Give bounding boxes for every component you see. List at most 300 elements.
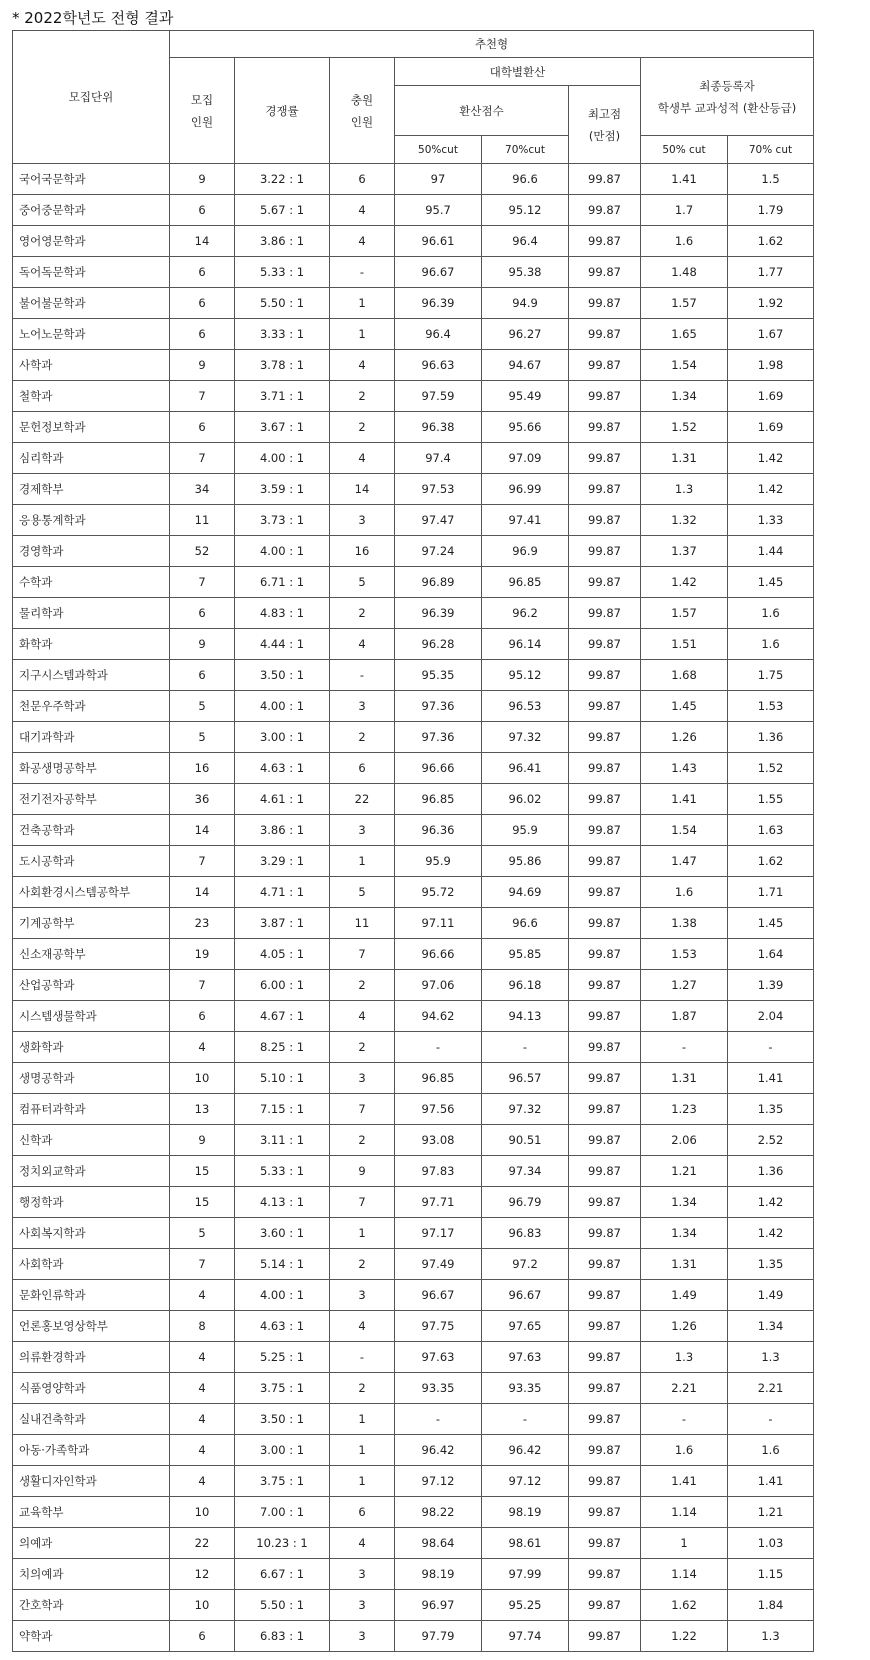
cell-unit-name: 사회복지학과 bbox=[13, 1218, 170, 1249]
cell-quota: 5 bbox=[170, 1218, 235, 1249]
cell-unit-name: 행정학과 bbox=[13, 1187, 170, 1218]
cell-quota: 7 bbox=[170, 970, 235, 1001]
cell-competition: 5.33 : 1 bbox=[235, 1156, 330, 1187]
cell-max-score: 99.87 bbox=[569, 443, 641, 474]
cell-grade-70cut: 1.36 bbox=[728, 722, 814, 753]
cell-score-50cut: 96.39 bbox=[395, 598, 482, 629]
cell-grade-70cut: 1.21 bbox=[728, 1497, 814, 1528]
cell-competition: 3.29 : 1 bbox=[235, 846, 330, 877]
header-quota bbox=[170, 58, 235, 164]
table-row bbox=[13, 784, 814, 815]
cell-competition: 3.50 : 1 bbox=[235, 660, 330, 691]
cell-added: 3 bbox=[330, 1280, 395, 1311]
cell-grade-50cut: 1.37 bbox=[641, 536, 728, 567]
cell-score-70cut: 96.6 bbox=[482, 164, 569, 195]
cell-quota: 4 bbox=[170, 1373, 235, 1404]
cell-score-70cut: 97.99 bbox=[482, 1559, 569, 1590]
table-row bbox=[13, 1497, 814, 1528]
table-row bbox=[13, 505, 814, 536]
cell-unit-name: 생활디자인학과 bbox=[13, 1466, 170, 1497]
cell-added: 2 bbox=[330, 1032, 395, 1063]
cell-grade-70cut: 1.3 bbox=[728, 1342, 814, 1373]
cell-competition: 3.60 : 1 bbox=[235, 1218, 330, 1249]
cell-score-70cut: 96.6 bbox=[482, 908, 569, 939]
cell-score-50cut: 97.24 bbox=[395, 536, 482, 567]
table-row bbox=[13, 1559, 814, 1590]
cell-unit-name: 도시공학과 bbox=[13, 846, 170, 877]
cell-max-score: 99.87 bbox=[569, 505, 641, 536]
cell-unit-name: 사학과 bbox=[13, 350, 170, 381]
table-row bbox=[13, 939, 814, 970]
cell-grade-50cut: 1.38 bbox=[641, 908, 728, 939]
cell-score-50cut: 97.75 bbox=[395, 1311, 482, 1342]
cell-max-score: 99.87 bbox=[569, 939, 641, 970]
cell-max-score: 99.87 bbox=[569, 381, 641, 412]
cell-added: 6 bbox=[330, 753, 395, 784]
cell-unit-name: 컴퓨터과학과 bbox=[13, 1094, 170, 1125]
table-row bbox=[13, 412, 814, 443]
header-competition: 경쟁률 bbox=[235, 58, 330, 164]
header-final-line1: 최종등록자 bbox=[699, 78, 755, 93]
cell-added: 16 bbox=[330, 536, 395, 567]
cell-added: 9 bbox=[330, 1156, 395, 1187]
cell-score-70cut: 97.32 bbox=[482, 1094, 569, 1125]
cell-grade-50cut: 1.26 bbox=[641, 1311, 728, 1342]
cell-score-50cut: 96.67 bbox=[395, 1280, 482, 1311]
cell-competition: 3.78 : 1 bbox=[235, 350, 330, 381]
cell-grade-50cut: 1 bbox=[641, 1528, 728, 1559]
cell-competition: 4.83 : 1 bbox=[235, 598, 330, 629]
cell-score-70cut: 96.27 bbox=[482, 319, 569, 350]
cell-grade-70cut: 1.69 bbox=[728, 412, 814, 443]
cell-score-50cut: 97.36 bbox=[395, 691, 482, 722]
cell-grade-50cut: 1.51 bbox=[641, 629, 728, 660]
cell-max-score: 99.87 bbox=[569, 288, 641, 319]
cell-quota: 6 bbox=[170, 1621, 235, 1652]
header-added-line1: 충원 bbox=[350, 92, 374, 107]
cell-grade-70cut: 1.77 bbox=[728, 257, 814, 288]
cell-grade-70cut: 1.41 bbox=[728, 1466, 814, 1497]
cell-max-score: 99.87 bbox=[569, 908, 641, 939]
cell-grade-70cut: 1.53 bbox=[728, 691, 814, 722]
table-row bbox=[13, 1342, 814, 1373]
cell-score-50cut: 95.72 bbox=[395, 877, 482, 908]
cell-grade-70cut: 1.62 bbox=[728, 846, 814, 877]
cell-quota: 9 bbox=[170, 164, 235, 195]
cell-quota: 10 bbox=[170, 1590, 235, 1621]
table-row bbox=[13, 598, 814, 629]
cell-competition: 4.63 : 1 bbox=[235, 1311, 330, 1342]
cell-competition: 3.11 : 1 bbox=[235, 1125, 330, 1156]
cell-grade-70cut: 2.52 bbox=[728, 1125, 814, 1156]
cell-score-70cut: 96.83 bbox=[482, 1218, 569, 1249]
page-title: * 2022학년도 전형 결과 bbox=[12, 9, 174, 27]
cell-max-score: 99.87 bbox=[569, 226, 641, 257]
cell-quota: 6 bbox=[170, 257, 235, 288]
cell-score-70cut: 95.38 bbox=[482, 257, 569, 288]
cell-quota: 22 bbox=[170, 1528, 235, 1559]
cell-grade-70cut: 1.52 bbox=[728, 753, 814, 784]
cell-score-50cut: 95.9 bbox=[395, 846, 482, 877]
cell-unit-name: 영어영문학과 bbox=[13, 226, 170, 257]
table-row bbox=[13, 815, 814, 846]
cell-unit-name: 문화인류학과 bbox=[13, 1280, 170, 1311]
cell-score-50cut: 96.42 bbox=[395, 1435, 482, 1466]
cell-grade-50cut: 1.26 bbox=[641, 722, 728, 753]
cell-grade-70cut: 1.62 bbox=[728, 226, 814, 257]
table-header bbox=[13, 31, 814, 164]
cell-max-score: 99.87 bbox=[569, 1187, 641, 1218]
cell-max-score: 99.87 bbox=[569, 1342, 641, 1373]
cell-competition: 5.10 : 1 bbox=[235, 1063, 330, 1094]
cell-unit-name: 대기과학과 bbox=[13, 722, 170, 753]
cell-grade-50cut: - bbox=[641, 1404, 728, 1435]
cell-quota: 7 bbox=[170, 1249, 235, 1280]
cell-unit-name: 심리학과 bbox=[13, 443, 170, 474]
cell-grade-50cut: 1.31 bbox=[641, 443, 728, 474]
header-final bbox=[641, 58, 814, 136]
header-unit: 모집단위 bbox=[13, 31, 170, 164]
cell-competition: 7.00 : 1 bbox=[235, 1497, 330, 1528]
cell-added: 2 bbox=[330, 598, 395, 629]
cell-score-50cut: 97.59 bbox=[395, 381, 482, 412]
cell-added: 2 bbox=[330, 381, 395, 412]
cell-added: - bbox=[330, 257, 395, 288]
cell-grade-50cut: 1.7 bbox=[641, 195, 728, 226]
cell-grade-50cut: 1.62 bbox=[641, 1590, 728, 1621]
cell-added: 3 bbox=[330, 1621, 395, 1652]
cell-grade-50cut: 1.6 bbox=[641, 877, 728, 908]
table-row bbox=[13, 288, 814, 319]
cell-max-score: 99.87 bbox=[569, 1528, 641, 1559]
cell-competition: 6.71 : 1 bbox=[235, 567, 330, 598]
cell-quota: 13 bbox=[170, 1094, 235, 1125]
cell-unit-name: 천문우주학과 bbox=[13, 691, 170, 722]
cell-grade-50cut: 1.23 bbox=[641, 1094, 728, 1125]
cell-score-50cut: 97.36 bbox=[395, 722, 482, 753]
cell-score-70cut: 96.41 bbox=[482, 753, 569, 784]
cell-quota: 4 bbox=[170, 1404, 235, 1435]
cell-grade-70cut: 1.44 bbox=[728, 536, 814, 567]
table-row bbox=[13, 1125, 814, 1156]
cell-quota: 4 bbox=[170, 1032, 235, 1063]
cell-grade-50cut: 1.34 bbox=[641, 381, 728, 412]
table-row bbox=[13, 443, 814, 474]
cell-score-70cut: 95.25 bbox=[482, 1590, 569, 1621]
table-row bbox=[13, 1590, 814, 1621]
cell-grade-70cut: 1.6 bbox=[728, 629, 814, 660]
cell-added: 22 bbox=[330, 784, 395, 815]
cell-score-70cut: 96.99 bbox=[482, 474, 569, 505]
cell-unit-name: 약학과 bbox=[13, 1621, 170, 1652]
cell-quota: 6 bbox=[170, 288, 235, 319]
cell-max-score: 99.87 bbox=[569, 1218, 641, 1249]
cell-max-score: 99.87 bbox=[569, 567, 641, 598]
cell-unit-name: 아동·가족학과 bbox=[13, 1435, 170, 1466]
cell-max-score: 99.87 bbox=[569, 877, 641, 908]
table-row bbox=[13, 1435, 814, 1466]
cell-max-score: 99.87 bbox=[569, 1032, 641, 1063]
cell-unit-name: 언론홍보영상학부 bbox=[13, 1311, 170, 1342]
cell-max-score: 99.87 bbox=[569, 536, 641, 567]
cell-grade-50cut: 1.57 bbox=[641, 288, 728, 319]
cell-unit-name: 신소재공학부 bbox=[13, 939, 170, 970]
cell-unit-name: 생화학과 bbox=[13, 1032, 170, 1063]
cell-added: 1 bbox=[330, 1404, 395, 1435]
cell-unit-name: 산업공학과 bbox=[13, 970, 170, 1001]
cell-added: 1 bbox=[330, 288, 395, 319]
cell-added: 7 bbox=[330, 1187, 395, 1218]
cell-added: 4 bbox=[330, 1311, 395, 1342]
table-row bbox=[13, 381, 814, 412]
cell-grade-70cut: 1.34 bbox=[728, 1311, 814, 1342]
cell-competition: 4.63 : 1 bbox=[235, 753, 330, 784]
cell-score-70cut: 97.12 bbox=[482, 1466, 569, 1497]
cell-max-score: 99.87 bbox=[569, 1435, 641, 1466]
cell-competition: 3.00 : 1 bbox=[235, 1435, 330, 1466]
cell-grade-70cut: 1.5 bbox=[728, 164, 814, 195]
cell-grade-70cut: 1.15 bbox=[728, 1559, 814, 1590]
cell-score-50cut: 96.85 bbox=[395, 784, 482, 815]
cell-score-50cut: 96.66 bbox=[395, 753, 482, 784]
header-converted-score: 환산점수 bbox=[395, 86, 569, 136]
cell-score-70cut: 96.9 bbox=[482, 536, 569, 567]
cell-score-70cut: 96.18 bbox=[482, 970, 569, 1001]
cell-grade-70cut: 1.75 bbox=[728, 660, 814, 691]
cell-added: 4 bbox=[330, 350, 395, 381]
cell-grade-70cut: 2.21 bbox=[728, 1373, 814, 1404]
cell-max-score: 99.87 bbox=[569, 970, 641, 1001]
header-quota-line2: 인원 bbox=[190, 114, 214, 129]
header-type: 추천형 bbox=[170, 31, 814, 58]
cell-score-50cut: 96.97 bbox=[395, 1590, 482, 1621]
header-grade-cut50: 50% cut bbox=[641, 136, 728, 164]
cell-unit-name: 교육학부 bbox=[13, 1497, 170, 1528]
cell-max-score: 99.87 bbox=[569, 1249, 641, 1280]
cell-max-score: 99.87 bbox=[569, 164, 641, 195]
cell-score-50cut: - bbox=[395, 1032, 482, 1063]
cell-score-70cut: 96.57 bbox=[482, 1063, 569, 1094]
cell-added: - bbox=[330, 660, 395, 691]
cell-unit-name: 치의예과 bbox=[13, 1559, 170, 1590]
cell-score-50cut: 93.35 bbox=[395, 1373, 482, 1404]
cell-unit-name: 신학과 bbox=[13, 1125, 170, 1156]
table-row bbox=[13, 691, 814, 722]
cell-competition: 4.67 : 1 bbox=[235, 1001, 330, 1032]
table-row bbox=[13, 319, 814, 350]
header-quota-line1: 모집 bbox=[190, 92, 214, 107]
cell-score-50cut: 97.47 bbox=[395, 505, 482, 536]
cell-max-score: 99.87 bbox=[569, 1559, 641, 1590]
cell-unit-name: 경제학부 bbox=[13, 474, 170, 505]
cell-score-50cut: 96.85 bbox=[395, 1063, 482, 1094]
table-row bbox=[13, 629, 814, 660]
cell-max-score: 99.87 bbox=[569, 846, 641, 877]
cell-quota: 36 bbox=[170, 784, 235, 815]
cell-max-score: 99.87 bbox=[569, 1280, 641, 1311]
cell-score-70cut: 96.79 bbox=[482, 1187, 569, 1218]
cell-added: 2 bbox=[330, 412, 395, 443]
cell-score-70cut: 97.65 bbox=[482, 1311, 569, 1342]
cell-max-score: 99.87 bbox=[569, 319, 641, 350]
cell-unit-name: 사회학과 bbox=[13, 1249, 170, 1280]
cell-grade-70cut: 1.69 bbox=[728, 381, 814, 412]
header-max bbox=[569, 86, 641, 164]
cell-score-50cut: 96.36 bbox=[395, 815, 482, 846]
cell-grade-50cut: 1.54 bbox=[641, 350, 728, 381]
cell-unit-name: 시스템생물학과 bbox=[13, 1001, 170, 1032]
cell-score-70cut: 94.13 bbox=[482, 1001, 569, 1032]
cell-unit-name: 지구시스템과학과 bbox=[13, 660, 170, 691]
cell-unit-name: 간호학과 bbox=[13, 1590, 170, 1621]
cell-unit-name: 국어국문학과 bbox=[13, 164, 170, 195]
cell-competition: 3.75 : 1 bbox=[235, 1373, 330, 1404]
cell-score-50cut: 97.11 bbox=[395, 908, 482, 939]
cell-grade-70cut: 1.67 bbox=[728, 319, 814, 350]
cell-unit-name: 생명공학과 bbox=[13, 1063, 170, 1094]
header-max-line1: 최고점 bbox=[587, 106, 622, 121]
cell-quota: 16 bbox=[170, 753, 235, 784]
cell-max-score: 99.87 bbox=[569, 1094, 641, 1125]
cell-unit-name: 독어독문학과 bbox=[13, 257, 170, 288]
cell-max-score: 99.87 bbox=[569, 1497, 641, 1528]
cell-score-50cut: 97 bbox=[395, 164, 482, 195]
cell-score-70cut: 97.34 bbox=[482, 1156, 569, 1187]
cell-grade-70cut: 1.41 bbox=[728, 1063, 814, 1094]
cell-quota: 23 bbox=[170, 908, 235, 939]
cell-competition: 3.50 : 1 bbox=[235, 1404, 330, 1435]
cell-grade-50cut: 1.3 bbox=[641, 1342, 728, 1373]
cell-score-70cut: 90.51 bbox=[482, 1125, 569, 1156]
cell-quota: 9 bbox=[170, 350, 235, 381]
cell-unit-name: 문헌정보학과 bbox=[13, 412, 170, 443]
cell-max-score: 99.87 bbox=[569, 1125, 641, 1156]
cell-score-50cut: 98.19 bbox=[395, 1559, 482, 1590]
cell-added: 6 bbox=[330, 1497, 395, 1528]
cell-score-50cut: 98.64 bbox=[395, 1528, 482, 1559]
table-row bbox=[13, 908, 814, 939]
cell-added: 2 bbox=[330, 1125, 395, 1156]
table-row bbox=[13, 1466, 814, 1497]
cell-quota: 10 bbox=[170, 1497, 235, 1528]
cell-grade-70cut: 1.42 bbox=[728, 1218, 814, 1249]
cell-quota: 10 bbox=[170, 1063, 235, 1094]
cell-grade-50cut: 1.48 bbox=[641, 257, 728, 288]
cell-score-70cut: 96.53 bbox=[482, 691, 569, 722]
cell-competition: 8.25 : 1 bbox=[235, 1032, 330, 1063]
cell-quota: 4 bbox=[170, 1435, 235, 1466]
cell-score-70cut: 96.2 bbox=[482, 598, 569, 629]
cell-competition: 3.73 : 1 bbox=[235, 505, 330, 536]
cell-added: 1 bbox=[330, 1435, 395, 1466]
cell-grade-50cut: 2.21 bbox=[641, 1373, 728, 1404]
cell-grade-70cut: 1.03 bbox=[728, 1528, 814, 1559]
cell-unit-name: 식품영양학과 bbox=[13, 1373, 170, 1404]
header-grade-cut70: 70% cut bbox=[728, 136, 814, 164]
cell-competition: 3.00 : 1 bbox=[235, 722, 330, 753]
cell-score-50cut: 96.89 bbox=[395, 567, 482, 598]
cell-competition: 4.05 : 1 bbox=[235, 939, 330, 970]
cell-quota: 6 bbox=[170, 598, 235, 629]
cell-grade-50cut: 1.31 bbox=[641, 1063, 728, 1094]
cell-added: 7 bbox=[330, 939, 395, 970]
cell-grade-50cut: 1.3 bbox=[641, 474, 728, 505]
cell-quota: 5 bbox=[170, 722, 235, 753]
cell-max-score: 99.87 bbox=[569, 598, 641, 629]
table-row bbox=[13, 1001, 814, 1032]
cell-grade-50cut: 1.14 bbox=[641, 1559, 728, 1590]
cell-grade-70cut: 1.64 bbox=[728, 939, 814, 970]
cell-score-50cut: 97.12 bbox=[395, 1466, 482, 1497]
header-univ-conversion: 대학별환산 bbox=[395, 58, 641, 86]
cell-grade-70cut: 1.42 bbox=[728, 1187, 814, 1218]
cell-unit-name: 전기전자공학부 bbox=[13, 784, 170, 815]
cell-added: 2 bbox=[330, 970, 395, 1001]
cell-added: - bbox=[330, 1342, 395, 1373]
cell-score-70cut: - bbox=[482, 1032, 569, 1063]
cell-score-70cut: 95.49 bbox=[482, 381, 569, 412]
cell-quota: 9 bbox=[170, 629, 235, 660]
cell-quota: 5 bbox=[170, 691, 235, 722]
cell-grade-70cut: 1.6 bbox=[728, 598, 814, 629]
cell-competition: 4.00 : 1 bbox=[235, 1280, 330, 1311]
cell-grade-50cut: 1.65 bbox=[641, 319, 728, 350]
cell-grade-50cut: 1.45 bbox=[641, 691, 728, 722]
cell-score-70cut: 95.12 bbox=[482, 660, 569, 691]
cell-competition: 4.61 : 1 bbox=[235, 784, 330, 815]
cell-grade-70cut: 1.36 bbox=[728, 1156, 814, 1187]
table-row bbox=[13, 846, 814, 877]
cell-grade-70cut: 2.04 bbox=[728, 1001, 814, 1032]
cell-max-score: 99.87 bbox=[569, 629, 641, 660]
cell-added: 4 bbox=[330, 195, 395, 226]
cell-quota: 11 bbox=[170, 505, 235, 536]
cell-max-score: 99.87 bbox=[569, 1466, 641, 1497]
cell-grade-70cut: 1.92 bbox=[728, 288, 814, 319]
cell-grade-70cut: 1.79 bbox=[728, 195, 814, 226]
cell-added: 7 bbox=[330, 1094, 395, 1125]
cell-added: 1 bbox=[330, 1466, 395, 1497]
cell-max-score: 99.87 bbox=[569, 1621, 641, 1652]
cell-unit-name: 의예과 bbox=[13, 1528, 170, 1559]
header-max-line2: (만점) bbox=[588, 128, 621, 143]
cell-competition: 4.00 : 1 bbox=[235, 443, 330, 474]
cell-quota: 6 bbox=[170, 1001, 235, 1032]
table-row bbox=[13, 970, 814, 1001]
cell-grade-50cut: 1.22 bbox=[641, 1621, 728, 1652]
cell-competition: 3.71 : 1 bbox=[235, 381, 330, 412]
header-final-line2: 학생부 교과성적 (환산등급) bbox=[657, 100, 797, 115]
cell-competition: 5.67 : 1 bbox=[235, 195, 330, 226]
cell-added: 3 bbox=[330, 1590, 395, 1621]
cell-score-70cut: 97.41 bbox=[482, 505, 569, 536]
cell-competition: 5.50 : 1 bbox=[235, 288, 330, 319]
cell-competition: 5.14 : 1 bbox=[235, 1249, 330, 1280]
cell-score-50cut: 97.06 bbox=[395, 970, 482, 1001]
cell-competition: 7.15 : 1 bbox=[235, 1094, 330, 1125]
cell-score-50cut: 97.4 bbox=[395, 443, 482, 474]
cell-score-50cut: 95.7 bbox=[395, 195, 482, 226]
table-row bbox=[13, 660, 814, 691]
cell-competition: 4.00 : 1 bbox=[235, 536, 330, 567]
cell-unit-name: 불어불문학과 bbox=[13, 288, 170, 319]
cell-added: 3 bbox=[330, 505, 395, 536]
cell-competition: 3.75 : 1 bbox=[235, 1466, 330, 1497]
cell-quota: 14 bbox=[170, 226, 235, 257]
cell-quota: 6 bbox=[170, 319, 235, 350]
cell-score-70cut: 93.35 bbox=[482, 1373, 569, 1404]
cell-score-70cut: - bbox=[482, 1404, 569, 1435]
